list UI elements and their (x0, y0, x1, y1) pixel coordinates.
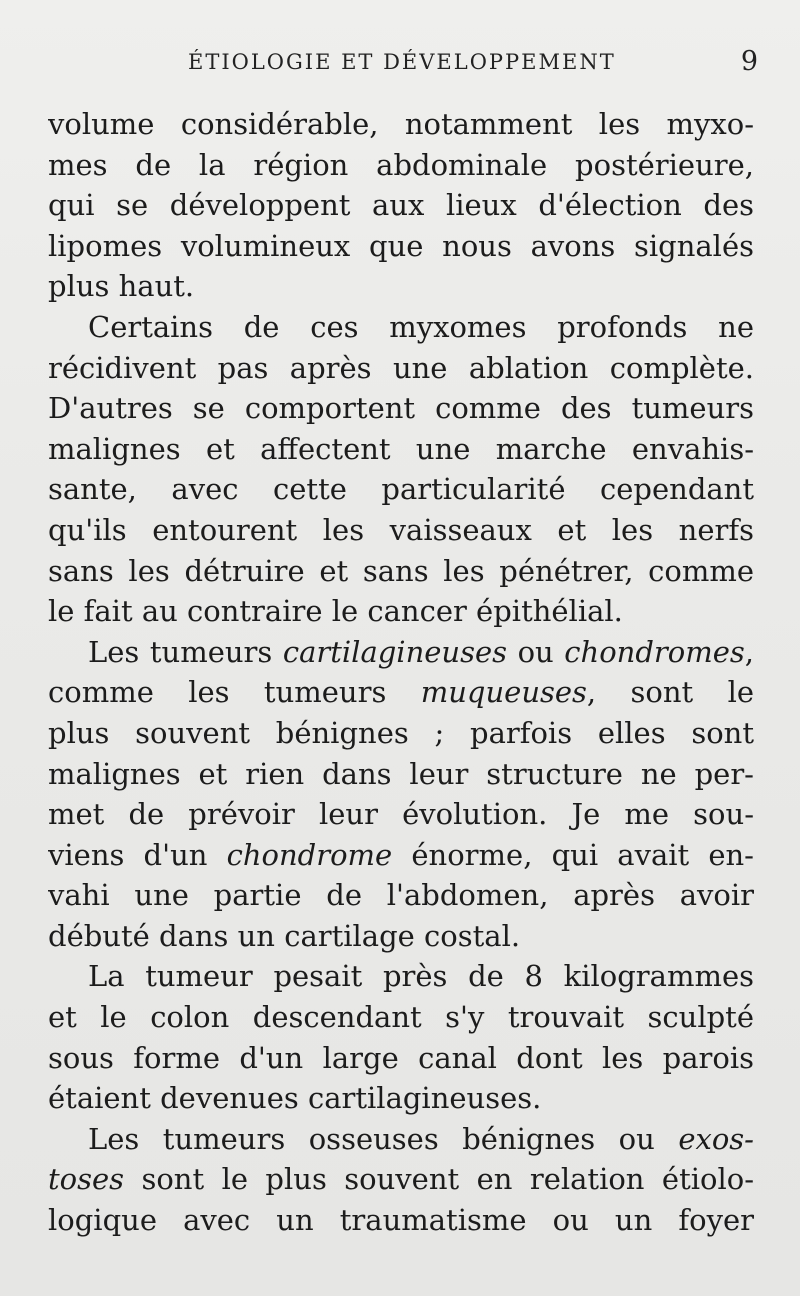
text-run: Les tumeurs (88, 634, 283, 669)
text-line (48, 916, 754, 957)
text-line (48, 429, 754, 470)
text-line (48, 1159, 754, 1200)
text-line (48, 226, 754, 267)
text-run: récidivent pas après une ablation complète. (48, 350, 754, 385)
text-line (48, 794, 754, 835)
text-line (48, 388, 754, 429)
italic-term: toses (48, 1162, 125, 1197)
text-line (48, 632, 754, 673)
text-run: énorme, qui avait en- (392, 837, 754, 872)
text-run: et le colon descendant s'y trouvait sculpté (48, 1000, 754, 1035)
running-head (48, 46, 758, 80)
text-run: ou (507, 634, 565, 669)
text-line (48, 469, 754, 510)
text-run: sous forme d'un large canal dont les parois (48, 1040, 754, 1075)
text-run: étaient devenues cartilagineuses. (48, 1081, 542, 1116)
text-run: La tumeur pesait près de 8 kilogrammes (88, 959, 754, 994)
text-run: malignes et affectent une marche envahis- (48, 431, 754, 466)
text-run: vahi une partie de l'abdomen, après avoir (48, 878, 754, 913)
text-line (48, 875, 754, 916)
text-line (48, 348, 754, 389)
text-run: logique avec un traumatisme ou un foyer (48, 1203, 754, 1238)
running-title: ÉTIOLOGIE ET DÉVELOPPEMENT (188, 50, 616, 74)
text-run: , sont le (586, 675, 754, 710)
text-run: malignes et rien dans leur structure ne per- (48, 756, 754, 791)
text-run: plus haut. (48, 269, 195, 304)
text-run: Les tumeurs osseuses bénignes ou (88, 1121, 679, 1156)
text-line (48, 835, 754, 876)
italic-term: chondromes (564, 634, 745, 669)
text-line (48, 185, 754, 226)
text-run: débuté dans un cartilage costal. (48, 918, 521, 953)
text-run: met de prévoir leur évolution. Je me sou- (48, 797, 754, 832)
text-line (48, 713, 754, 754)
text-line (48, 1038, 754, 1079)
text-line (48, 551, 754, 592)
text-run: , (744, 634, 754, 669)
text-line (48, 1119, 754, 1160)
text-run: D'autres se comportent comme des tumeurs (48, 391, 754, 426)
text-run: mes de la région abdominale postérieure, (48, 147, 754, 182)
italic-term: cartilagineuses (282, 634, 508, 669)
text-run: qui se développent aux lieux d'élection des (48, 188, 754, 223)
text-run: lipomes volumineux que nous avons signalés (48, 228, 754, 263)
text-line (48, 997, 754, 1038)
text-line (48, 591, 754, 632)
text-line (48, 510, 754, 551)
text-line (48, 145, 754, 186)
text-run: sont le plus souvent en relation étiolo- (124, 1162, 754, 1197)
text-line (48, 1078, 754, 1119)
page-number: 9 (740, 46, 758, 77)
text-run: Certains de ces myxomes profonds ne (88, 309, 754, 344)
text-run: viens d'un (48, 837, 227, 872)
italic-term: muqueuses (420, 675, 587, 710)
text-line (48, 672, 754, 713)
italic-term: exos- (678, 1121, 754, 1156)
italic-term: chondrome (226, 837, 393, 872)
text-line (48, 1200, 754, 1241)
text-run: le fait au contraire le cancer épithélial. (48, 594, 623, 629)
text-run: qu'ils entourent les vaisseaux et les nerfs (48, 512, 754, 547)
text-line (48, 956, 754, 997)
text-run: sans les détruire et sans les pénétrer, comme (48, 553, 754, 588)
text-line (48, 307, 754, 348)
text-line (48, 266, 754, 307)
text-run: comme les tumeurs (48, 675, 421, 710)
body-text (48, 104, 754, 1241)
text-line (48, 754, 754, 795)
text-run: volume considérable, notamment les myxo- (48, 107, 754, 141)
text-run: sante, avec cette particularité cependant (48, 472, 754, 507)
text-run: plus souvent bénignes ; parfois elles sont (48, 715, 754, 750)
text-line (48, 104, 754, 145)
